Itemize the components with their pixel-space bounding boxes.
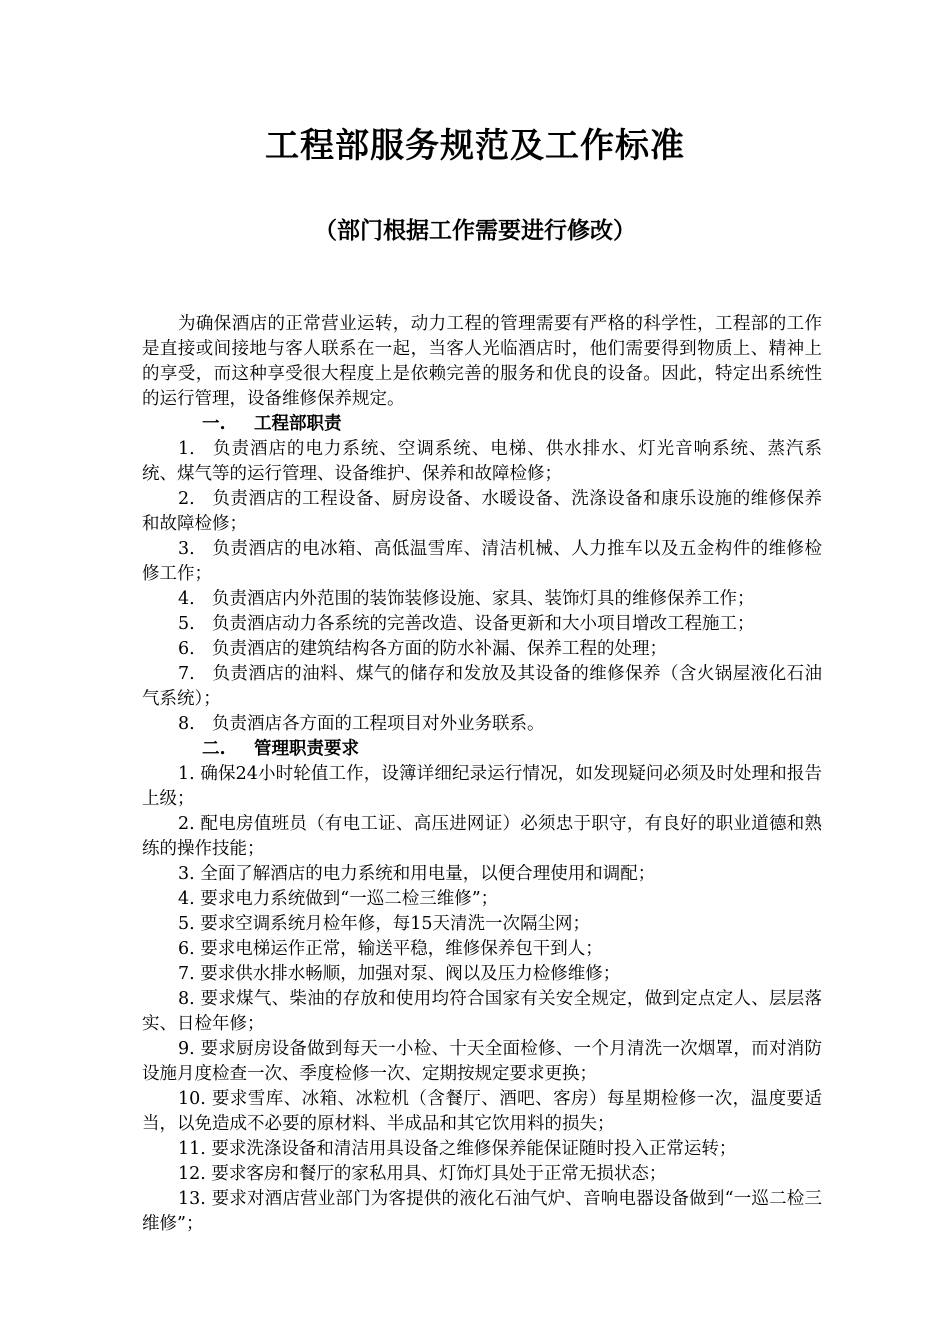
list-item: 10. 要求雪库、冰箱、冰粒机（含餐厅、酒吧、客房）每星期检修一次，温度要适当，以免造成不必要的原材料、半成品和其它饮用料的损失； xyxy=(142,1089,822,1134)
list-item: 6. 要求电梯运作正常，输送平稳，维修保养包干到人； xyxy=(178,939,603,959)
list-item: 8. 要求煤气、柴油的存放和使用均符合国家有关安全规定，做到定点定人、层层落实、日检年修； xyxy=(142,989,822,1034)
section2-list xyxy=(142,762,822,1237)
list-item: 3. 全面了解酒店的电力系统和用电量，以便合理使用和调配； xyxy=(178,864,656,884)
list-item: 8. 负责酒店各方面的工程项目对外业务联系。 xyxy=(178,714,545,734)
list-item: 4. 要求电力系统做到“一巡二检三维修”； xyxy=(178,889,499,909)
document-body xyxy=(142,312,822,1237)
list-item: 2. 配电房值班员（有电工证、高压进网证）必须忠于职守，有良好的职业道德和熟练的操作技能； xyxy=(142,814,822,859)
list-item: 1. 确保24小时轮值工作，设簿详细纪录运行情况，如发现疑问必须及时处理和报告上级； xyxy=(142,764,822,809)
list-item: 5. 负责酒店动力各系统的完善改造、设备更新和大小项目增改工程施工； xyxy=(178,614,755,634)
list-item: 6. 负责酒店的建筑结构各方面的防水补漏、保养工程的处理； xyxy=(178,639,667,659)
section-heading: 二. 管理职责要求 xyxy=(202,739,359,759)
list-item: 9. 要求厨房设备做到每天一小检、十天全面检修、一个月清洗一次烟罩，而对消防设施月度检查一次、季度检修一次、定期按规定要求更换； xyxy=(142,1039,822,1084)
list-item: 11. 要求洗涤设备和清洁用具设备之维修保养能保证随时投入正常运转； xyxy=(178,1139,737,1159)
list-item: 4. 负责酒店内外范围的装饰装修设施、家具、装饰灯具的维修保养工作； xyxy=(178,589,755,609)
intro-paragraph: 为确保酒店的正常营业运转，动力工程的管理需要有严格的科学性，工程部的工作是直接或间接地与客人联系在一起，当客人光临酒店时，他们需要得到物质上、精神上的享受，而这种享受很大程度上是依赖完善的服务和优良的设备。因此，特定出系统性的运行管理，设备维修保养规定。 xyxy=(142,314,822,409)
list-item: 7. 要求供水排水畅顺，加强对泵、阀以及压力检修维修； xyxy=(178,964,621,984)
list-item: 3. 负责酒店的电冰箱、高低温雪库、清洁机械、人力推车以及五金构件的维修检修工作； xyxy=(142,539,822,584)
document-subtitle: （部门根据工作需要进行修改） xyxy=(314,218,636,244)
list-item: 7. 负责酒店的油料、煤气的储存和发放及其设备的维修保养（含火锅屋液化石油气系统）； xyxy=(142,664,822,709)
list-item: 5. 要求空调系统月检年修，每15天清洗一次隔尘网； xyxy=(178,914,591,934)
section1-list xyxy=(142,437,822,737)
document-title: 工程部服务规范及工作标准 xyxy=(265,126,685,166)
list-item: 12. 要求客房和餐厅的家私用具、灯饰灯具处于正常无损状态； xyxy=(178,1164,667,1184)
section-heading: 一. 工程部职责 xyxy=(202,414,342,434)
list-item: 2. 负责酒店的工程设备、厨房设备、水暖设备、洗涤设备和康乐设施的维修保养和故障检修； xyxy=(142,489,822,534)
list-item: 1. 负责酒店的电力系统、空调系统、电梯、供水排水、灯光音响系统、蒸汽系统、煤气等的运行管理、设备维护、保养和故障检修； xyxy=(142,439,822,484)
list-item: 13. 要求对酒店营业部门为客提供的液化石油气炉、音响电器设备做到“一巡二检三维修”； xyxy=(142,1189,822,1234)
